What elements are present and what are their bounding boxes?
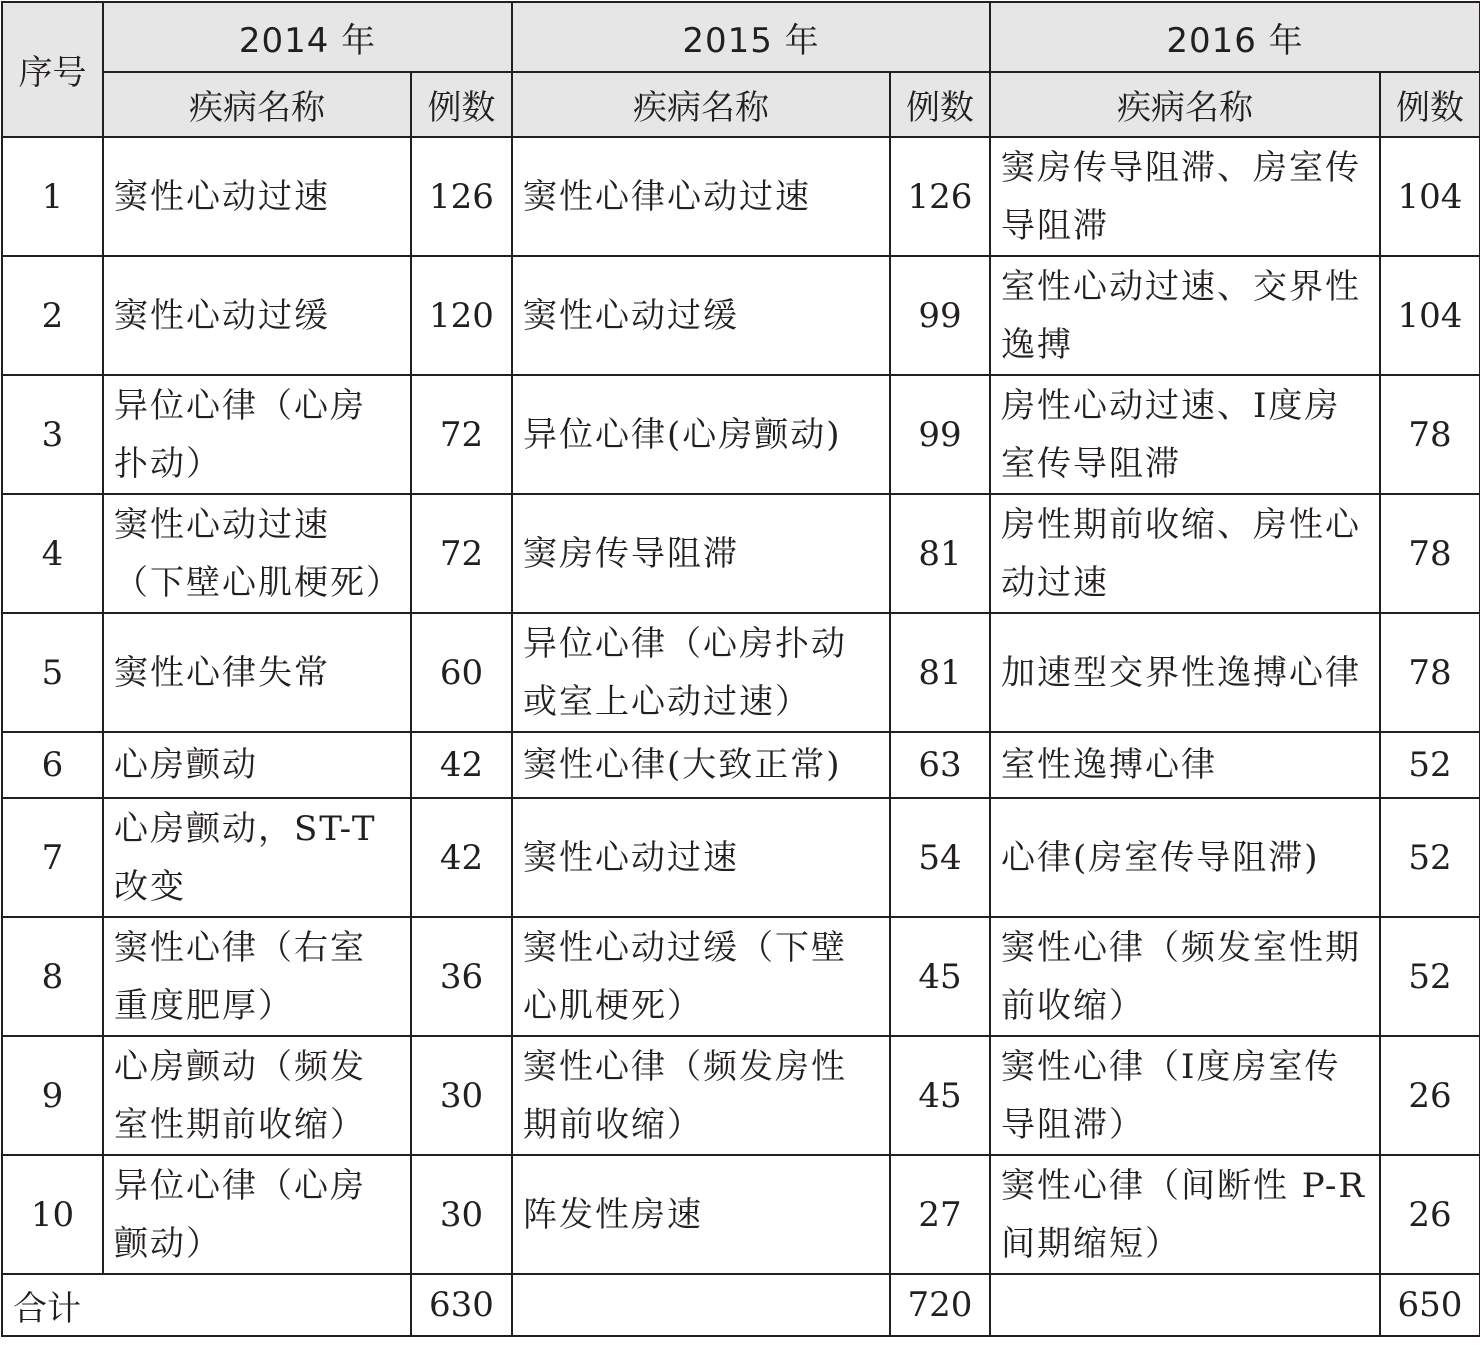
table-row — [2, 256, 1480, 375]
row-number: 4 — [2, 494, 103, 613]
table-row — [2, 798, 1480, 917]
disease-name-2016: 窦性心律（Ⅰ度房室传导阻滞） — [990, 1036, 1380, 1155]
table-row — [2, 613, 1480, 732]
case-count-2015: 99 — [890, 375, 990, 494]
case-count-2014: 120 — [411, 256, 512, 375]
disease-name-2014: 心房颤动，ST-T 改变 — [103, 798, 411, 917]
disease-name-2015: 窦性心动过速 — [512, 798, 890, 917]
row-number: 2 — [2, 256, 103, 375]
total-count-2014: 630 — [411, 1274, 512, 1336]
disease-name-2016: 窦性心律（频发室性期前收缩） — [990, 917, 1380, 1036]
disease-name-2016: 加速型交界性逸搏心律 — [990, 613, 1380, 732]
disease-statistics-table — [1, 1, 1480, 1337]
case-count-2016: 78 — [1380, 494, 1480, 613]
total-count-2016: 650 — [1380, 1274, 1480, 1336]
table-row — [2, 494, 1480, 613]
case-count-2014: 36 — [411, 917, 512, 1036]
case-count-2016: 104 — [1380, 256, 1480, 375]
disease-name-2014: 异位心律（心房颤动） — [103, 1155, 411, 1274]
disease-name-2015: 窦性心动过缓（下壁心肌梗死） — [512, 917, 890, 1036]
header-year-2014: 2014 年 — [103, 2, 512, 72]
header-case-count-2014: 例数 — [411, 72, 512, 137]
case-count-2014: 60 — [411, 613, 512, 732]
disease-name-2014: 窦性心动过速（下壁心肌梗死） — [103, 494, 411, 613]
header-disease-name-2014: 疾病名称 — [103, 72, 411, 137]
case-count-2015: 54 — [890, 798, 990, 917]
table-row — [2, 375, 1480, 494]
header-year-2015: 2015 年 — [512, 2, 990, 72]
disease-name-2014: 窦性心动过速 — [103, 137, 411, 256]
header-case-count-2015: 例数 — [890, 72, 990, 137]
disease-name-2014: 心房颤动 — [103, 732, 411, 798]
table-row — [2, 917, 1480, 1036]
case-count-2015: 126 — [890, 137, 990, 256]
case-count-2015: 63 — [890, 732, 990, 798]
disease-name-2015: 窦性心律（频发房性期前收缩） — [512, 1036, 890, 1155]
disease-name-2016: 窦性心律（间断性 P-R 间期缩短） — [990, 1155, 1380, 1274]
disease-name-2015: 窦性心律心动过速 — [512, 137, 890, 256]
case-count-2015: 45 — [890, 1036, 990, 1155]
case-count-2014: 42 — [411, 798, 512, 917]
case-count-2015: 81 — [890, 613, 990, 732]
header-disease-name-2016: 疾病名称 — [990, 72, 1380, 137]
header-year-2016: 2016 年 — [990, 2, 1480, 72]
case-count-2014: 30 — [411, 1155, 512, 1274]
header-row-columns — [2, 72, 1480, 137]
disease-name-2015: 异位心律(心房颤动) — [512, 375, 890, 494]
table-row — [2, 732, 1480, 798]
disease-name-2016: 房性心动过速、Ⅰ度房室传导阻滞 — [990, 375, 1380, 494]
case-count-2014: 42 — [411, 732, 512, 798]
disease-name-2014: 窦性心动过缓 — [103, 256, 411, 375]
row-number: 3 — [2, 375, 103, 494]
disease-name-2016: 心律(房室传导阻滞) — [990, 798, 1380, 917]
case-count-2014: 30 — [411, 1036, 512, 1155]
disease-name-2015: 异位心律（心房扑动或室上心动过速） — [512, 613, 890, 732]
total-empty-cell — [512, 1274, 890, 1336]
disease-name-2014: 窦性心律失常 — [103, 613, 411, 732]
case-count-2014: 72 — [411, 375, 512, 494]
total-empty-cell — [990, 1274, 1380, 1336]
row-number: 1 — [2, 137, 103, 256]
case-count-2016: 52 — [1380, 732, 1480, 798]
disease-name-2014: 窦性心律（右室重度肥厚） — [103, 917, 411, 1036]
table-row — [2, 137, 1480, 256]
table-row — [2, 1155, 1480, 1274]
case-count-2014: 72 — [411, 494, 512, 613]
total-label: 合计 — [2, 1274, 411, 1336]
disease-name-2016: 室性逸搏心律 — [990, 732, 1380, 798]
case-count-2015: 45 — [890, 917, 990, 1036]
case-count-2016: 52 — [1380, 917, 1480, 1036]
table-row — [2, 1036, 1480, 1155]
case-count-2016: 78 — [1380, 375, 1480, 494]
row-number: 7 — [2, 798, 103, 917]
case-count-2016: 104 — [1380, 137, 1480, 256]
case-count-2016: 52 — [1380, 798, 1480, 917]
total-row — [2, 1274, 1480, 1336]
disease-name-2015: 阵发性房速 — [512, 1155, 890, 1274]
row-number: 10 — [2, 1155, 103, 1274]
case-count-2015: 27 — [890, 1155, 990, 1274]
case-count-2015: 81 — [890, 494, 990, 613]
disease-name-2014: 心房颤动（频发室性期前收缩） — [103, 1036, 411, 1155]
disease-name-2015: 窦房传导阻滞 — [512, 494, 890, 613]
row-number: 5 — [2, 613, 103, 732]
header-seq: 序号 — [2, 2, 103, 137]
case-count-2016: 26 — [1380, 1155, 1480, 1274]
header-case-count-2016: 例数 — [1380, 72, 1480, 137]
disease-name-2016: 室性心动过速、交界性逸搏 — [990, 256, 1380, 375]
case-count-2016: 78 — [1380, 613, 1480, 732]
disease-name-2016: 房性期前收缩、房性心动过速 — [990, 494, 1380, 613]
row-number: 6 — [2, 732, 103, 798]
disease-name-2015: 窦性心动过缓 — [512, 256, 890, 375]
row-number: 8 — [2, 917, 103, 1036]
case-count-2015: 99 — [890, 256, 990, 375]
header-row-years — [2, 2, 1480, 72]
row-number: 9 — [2, 1036, 103, 1155]
disease-name-2015: 窦性心律(大致正常) — [512, 732, 890, 798]
case-count-2016: 26 — [1380, 1036, 1480, 1155]
disease-name-2014: 异位心律（心房扑动） — [103, 375, 411, 494]
disease-name-2016: 窦房传导阻滞、房室传导阻滞 — [990, 137, 1380, 256]
header-disease-name-2015: 疾病名称 — [512, 72, 890, 137]
total-count-2015: 720 — [890, 1274, 990, 1336]
case-count-2014: 126 — [411, 137, 512, 256]
